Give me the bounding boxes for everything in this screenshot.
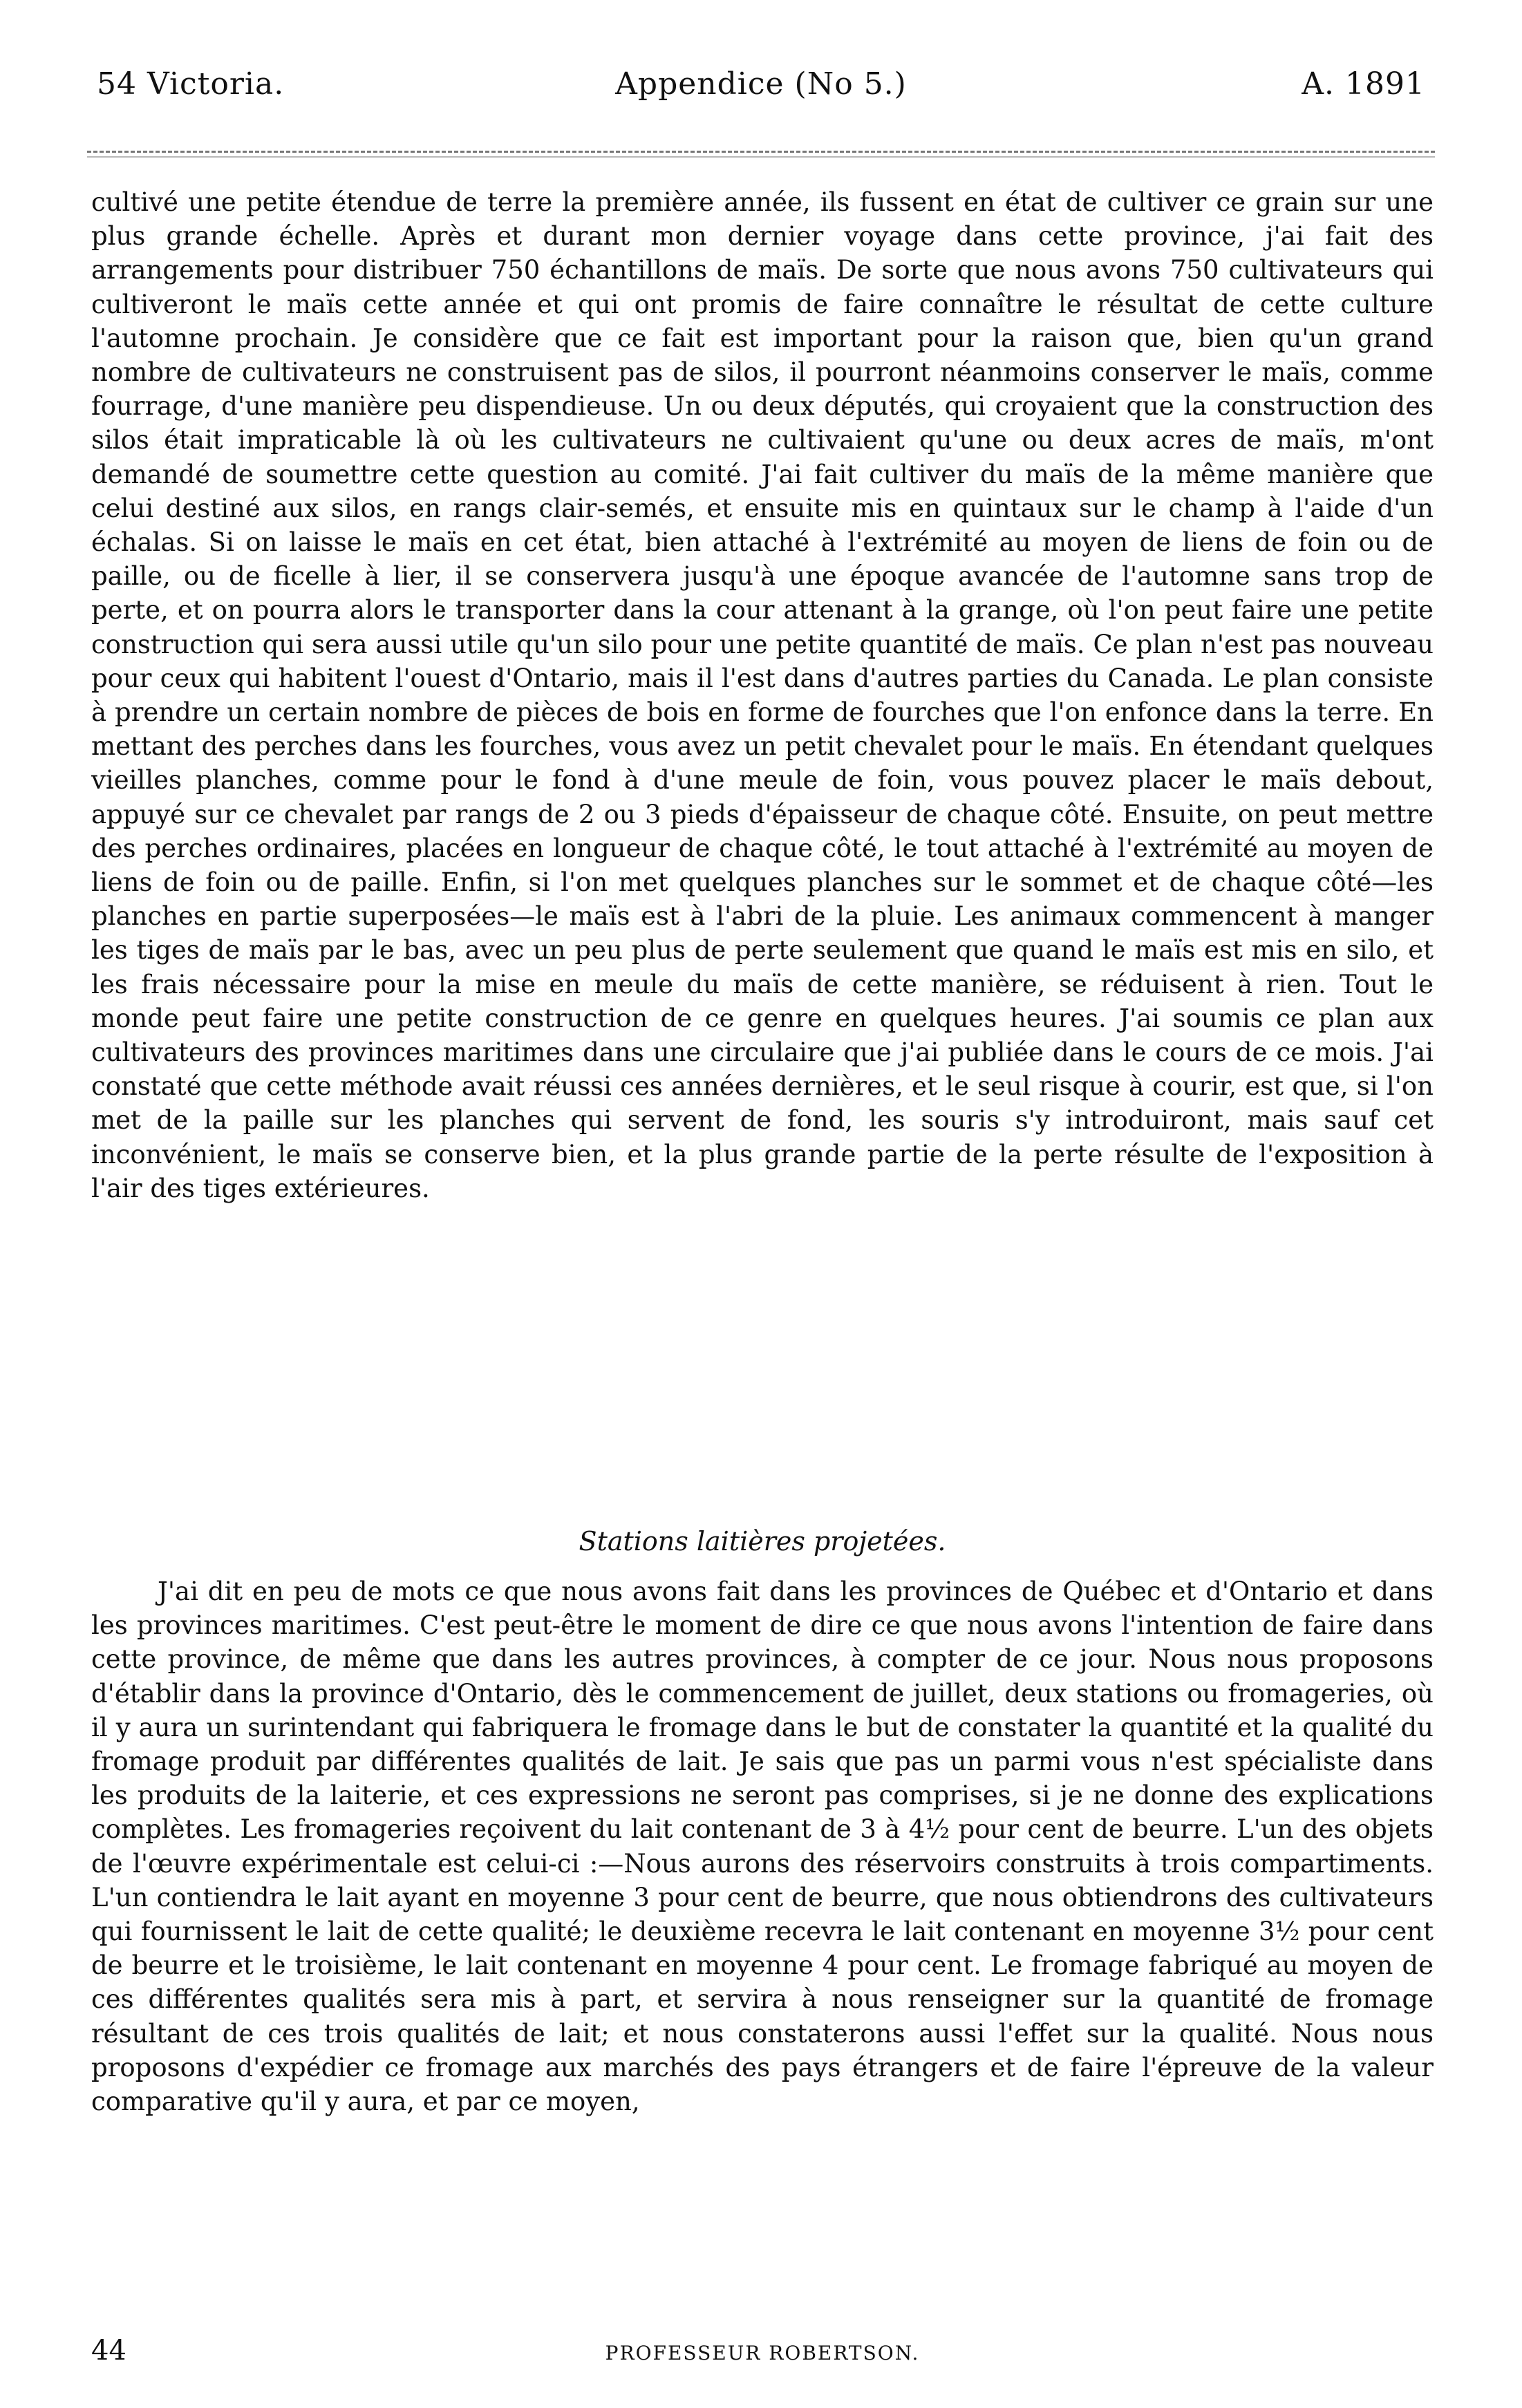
- page-footer: [91, 2335, 1434, 2376]
- header-appendix: Appendice (No 5.): [615, 66, 907, 102]
- header-session: 54 Victoria.: [97, 66, 285, 102]
- section-title: Stations laitières projetées.: [579, 1526, 946, 1556]
- header-year: A. 1891: [1302, 66, 1425, 102]
- footer-author: PROFESSEUR ROBERTSON.: [605, 2342, 920, 2364]
- section-body: [91, 1574, 1434, 2118]
- body-paragraph: cultivé une petite étendue de terre la première année, ils fussent en état de cultiver ce grain sur une plus grande échelle. Après et durant mon dernier voyage dans cette province, j'ai fait des arrangements pour distribuer 750 échantillons de maïs. De sorte que nous avons 750 cultivateurs qui cultiveront le maïs cette année et qui ont promis de faire connaître le résultat de cette culture l'automne prochain. Je considère que ce fait est important pour la raison que, bien qu'un grand nombre de cultivateurs ne construisent pas de silos, il pourront néanmoins conserver le maïs, comme fourrage, d'une manière peu dispendieuse. Un ou deux députés, qui croyaient que la construction des silos était impraticable là où les cultivateurs ne cultivaient qu'une ou deux acres de maïs, m'ont demandé de soumettre cette question au comité. J'ai fait cultiver du maïs de la même manière que celui destiné aux silos, en rangs clair-semés, et ensuite mis en quintaux sur le champ à l'aide d'un échalas. Si on laisse le maïs en cet état, bien attaché à l'extrémité au moyen de liens de foin ou de paille, ou de ficelle à lier, il se conservera jusqu'à une époque avancée de l'automne sans trop de perte, et on pourra alors le transporter dans la cour attenant à la grange, où l'on peut faire une petite construction qui sera aussi utile qu'un silo pour une petite quantité de maïs. Ce plan n'est pas nouveau pour ceux qui habitent l'ouest d'Ontario, mais il l'est dans d'autres parties du Canada. Le plan consiste à prendre un certain nombre de pièces de bois en forme de fourches que l'on enfonce dans la terre. En mettant des perches dans les fourches, vous avez un petit chevalet pour le maïs. En étendant quelques vieilles planches, comme pour le fond à d'une meule de foin, vous pouvez placer le maïs debout, appuyé sur ce chevalet par rangs de 2 ou 3 pieds d'épaisseur de chaque côté. Ensuite, on peut mettre des perches ordinaires, placées en longueur de chaque côté, le tout attaché à l'extrémité au moyen de liens de foin ou de paille. Enfin, si l'on met quelques planches sur le sommet et de chaque côté—les planches en partie superposées—le maïs est à l'abri de la pluie. Les animaux commencent à manger les tiges de maïs par le bas, avec un peu plus de perte seulement que quand le maïs est mis en silo, et les frais nécessaire pour la mise en meule du maïs de cette manière, se réduisent à rien. Tout le monde peut faire une petite construction de ce genre en quelques heures. J'ai soumis ce plan aux cultivateurs des provinces maritimes dans une circulaire que j'ai publiée dans le cours de ce mois. J'ai constaté que cette méthode avait réussi ces années dernières, et le seul risque à courir, est que, si l'on met de la paille sur les planches qui servent de fond, les souris s'y introduiront, mais sauf cet inconvénient, le maïs se conserve bien, et la plus grande partie de la perte résulte de l'exposition à l'air des tiges extérieures.: [91, 187, 1434, 1203]
- page-number: 44: [91, 2335, 126, 2367]
- header-rule: [87, 151, 1435, 153]
- section-paragraph: J'ai dit en peu de mots ce que nous avons fait dans les provinces de Québec et d'Ontario et dans les provinces maritimes. C'est peut-être le moment de dire ce que nous avons l'intention de faire dans cette province, de même que dans les autres provinces, à compter de ce jour. Nous nous proposons d'établir dans la province d'Ontario, dès le commencement de juillet, deux stations ou fromageries, où il y aura un surintendant qui fabriquera le fromage dans le but de constater la quantité et la qualité du fromage produit par différentes qualités de lait. Je sais que pas un parmi vous n'est spécialiste dans les produits de la laiterie, et ces expressions ne seront pas comprises, si je ne donne des explications complètes. Les fromageries reçoivent du lait contenant de 3 à 4½ pour cent de beurre. L'un des objets de l'œuvre expérimentale est celui-ci :—Nous aurons des réservoirs construits à trois compartiments. L'un contiendra le lait ayant en moyenne 3 pour cent de beurre, que nous obtiendrons des cultivateurs qui fournissent le lait de cette qualité; le deuxième recevra le lait contenant en moyenne 3½ pour cent de beurre et le troisième, le lait contenant en moyenne 4 pour cent. Le fromage fabriqué au moyen de ces différentes qualités sera mis à part, et servira à nous renseigner sur la quantité de fromage résultant de ces trois qualités de lait; et nous constaterons aussi l'effet sur la qualité. Nous nous proposons d'expédier ce fromage aux marchés des pays étrangers et de faire l'épreuve de la valeur comparative qu'il y aura, et par ce moyen,: [91, 1577, 1434, 2117]
- header-rule-secondary: [87, 156, 1435, 158]
- running-header: [97, 61, 1425, 113]
- body-column: [91, 185, 1434, 1205]
